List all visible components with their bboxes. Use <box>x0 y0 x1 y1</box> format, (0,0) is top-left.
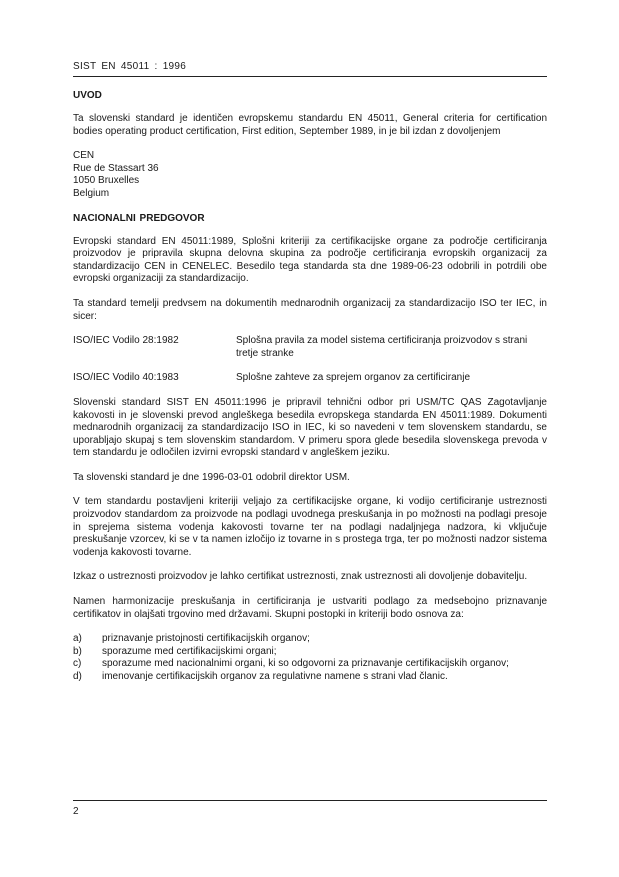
list-text: sporazume med nacionalnimi organi, ki so odgovorni za priznavanje certifikacijskih organov; <box>102 658 509 670</box>
list-item <box>73 646 547 659</box>
cen-address <box>73 150 547 200</box>
list-item <box>73 633 547 646</box>
header-rule <box>73 76 547 77</box>
list-text: priznavanje pristojnosti certifikacijskih organov; <box>102 633 310 645</box>
address-line: 1050 Bruxelles <box>73 175 140 187</box>
address-line: Rue de Stassart 36 <box>73 162 159 174</box>
purpose-list <box>73 633 547 683</box>
reference-description: Splošna pravila za model sistema certificiranja proizvodov s strani tretje stranke <box>236 335 528 359</box>
list-text: sporazume med certifikacijskimi organi; <box>102 645 277 657</box>
list-letter: a) <box>73 633 82 645</box>
reference-description: Splošne zahteve za sprejem organov za certificiranje <box>236 372 471 384</box>
list-letter: d) <box>73 671 82 682</box>
list-item <box>73 658 547 671</box>
reference-row <box>73 335 547 360</box>
reference-code: ISO/IEC Vodilo 40:1983 <box>73 372 179 384</box>
address-line: Belgium <box>73 187 110 199</box>
document-page <box>73 0 547 877</box>
document-id-header: SIST EN 45011 : 1996 <box>73 61 187 72</box>
predgovor-paragraph-5: V tem standardu postavljeni kriteriji veljajo za certifikacijske organe, ki vodijo certificiranje ustreznosti proizvodov standardom za proizvode na podlagi uvodnega preskušanja in po možnosti na podlagi presoje in sprejema sistema vodenja kakovosti tovarne ter na podlagi nadaljnjega nadzora, ki vključuje preskušanje vzorcev, ki se v ta namen izločijo iz tovarne in s prostega trga, ter po možnosti nadzor sistema vodenja kakovosti tovarne. <box>73 496 547 558</box>
predgovor-paragraph-4: Ta slovenski standard je dne 1996-03-01 odobril direktor USM. <box>73 471 350 483</box>
reference-code: ISO/IEC Vodilo 28:1982 <box>73 335 179 347</box>
page-number: 2 <box>73 806 79 817</box>
predgovor-paragraph-3: Slovenski standard SIST EN 45011:1996 je pripravil tehnični odbor pri USM/TC QAS Zagotavljanje kakovosti in je slovenski prevod angleškega besedila evropskega standarda EN 45011:1989. Dokumenti mednarodnih organizacij za standardizacijo ISO in IEC, ki so navedeni v tem slovenskem standardu, se uporabljajo skupaj s tem slovenskim standardom. V primeru spora glede besedila slovenskega prevoda v tem standardu je odločilen izvirni evropski standard v angleškem jeziku. <box>73 396 547 459</box>
uvod-paragraph: Ta slovenski standard je identičen evropskemu standardu EN 45011, General criteria for certification bodies operating product certification, First edition, September 1989, in je bil izdan z dovoljenjem <box>73 113 547 137</box>
list-letter: b) <box>73 645 82 657</box>
predgovor-paragraph-7: Namen harmonizacije preskušanja in certificiranja je ustvariti podlago za medsebojno priznavanje certifikatov in olajšati trgovino med državami. Skupni postopki in kriteriji bodo osnova za: <box>73 596 547 620</box>
list-item <box>73 671 547 684</box>
predgovor-paragraph-6: Izkaz o ustreznosti proizvodov je lahko certifikat ustreznosti, znak ustreznosti ali dovoljenje dobavitelju. <box>73 571 528 583</box>
predgovor-paragraph-1: Evropski standard EN 45011:1989, Splošni kriteriji za certifikacijske organe za področje certificiranja proizvodov je pripravila skupna delovna skupina za področje certificiranja evropskih organizacij za standardizacijo CEN in CENELEC. Besedilo tega standarda sta dne 1989-06-23 odobrili in potrdili obe evropski organizaciji za standardizacijo. <box>73 235 547 285</box>
reference-row <box>73 372 547 385</box>
uvod-heading: UVOD <box>73 90 102 101</box>
list-text: imenovanje certifikacijskih organov za regulativne namene s strani vlad članic. <box>102 671 448 682</box>
predgovor-heading: NACIONALNI PREDGOVOR <box>73 212 205 224</box>
list-letter: c) <box>73 658 82 670</box>
predgovor-paragraph-2: Ta standard temelji predvsem na dokumentih mednarodnih organizacij za standardizacijo ISO ter IEC, in sicer: <box>73 297 547 322</box>
footer-rule <box>73 800 547 801</box>
address-line: CEN <box>73 150 95 162</box>
page-content <box>73 90 547 684</box>
